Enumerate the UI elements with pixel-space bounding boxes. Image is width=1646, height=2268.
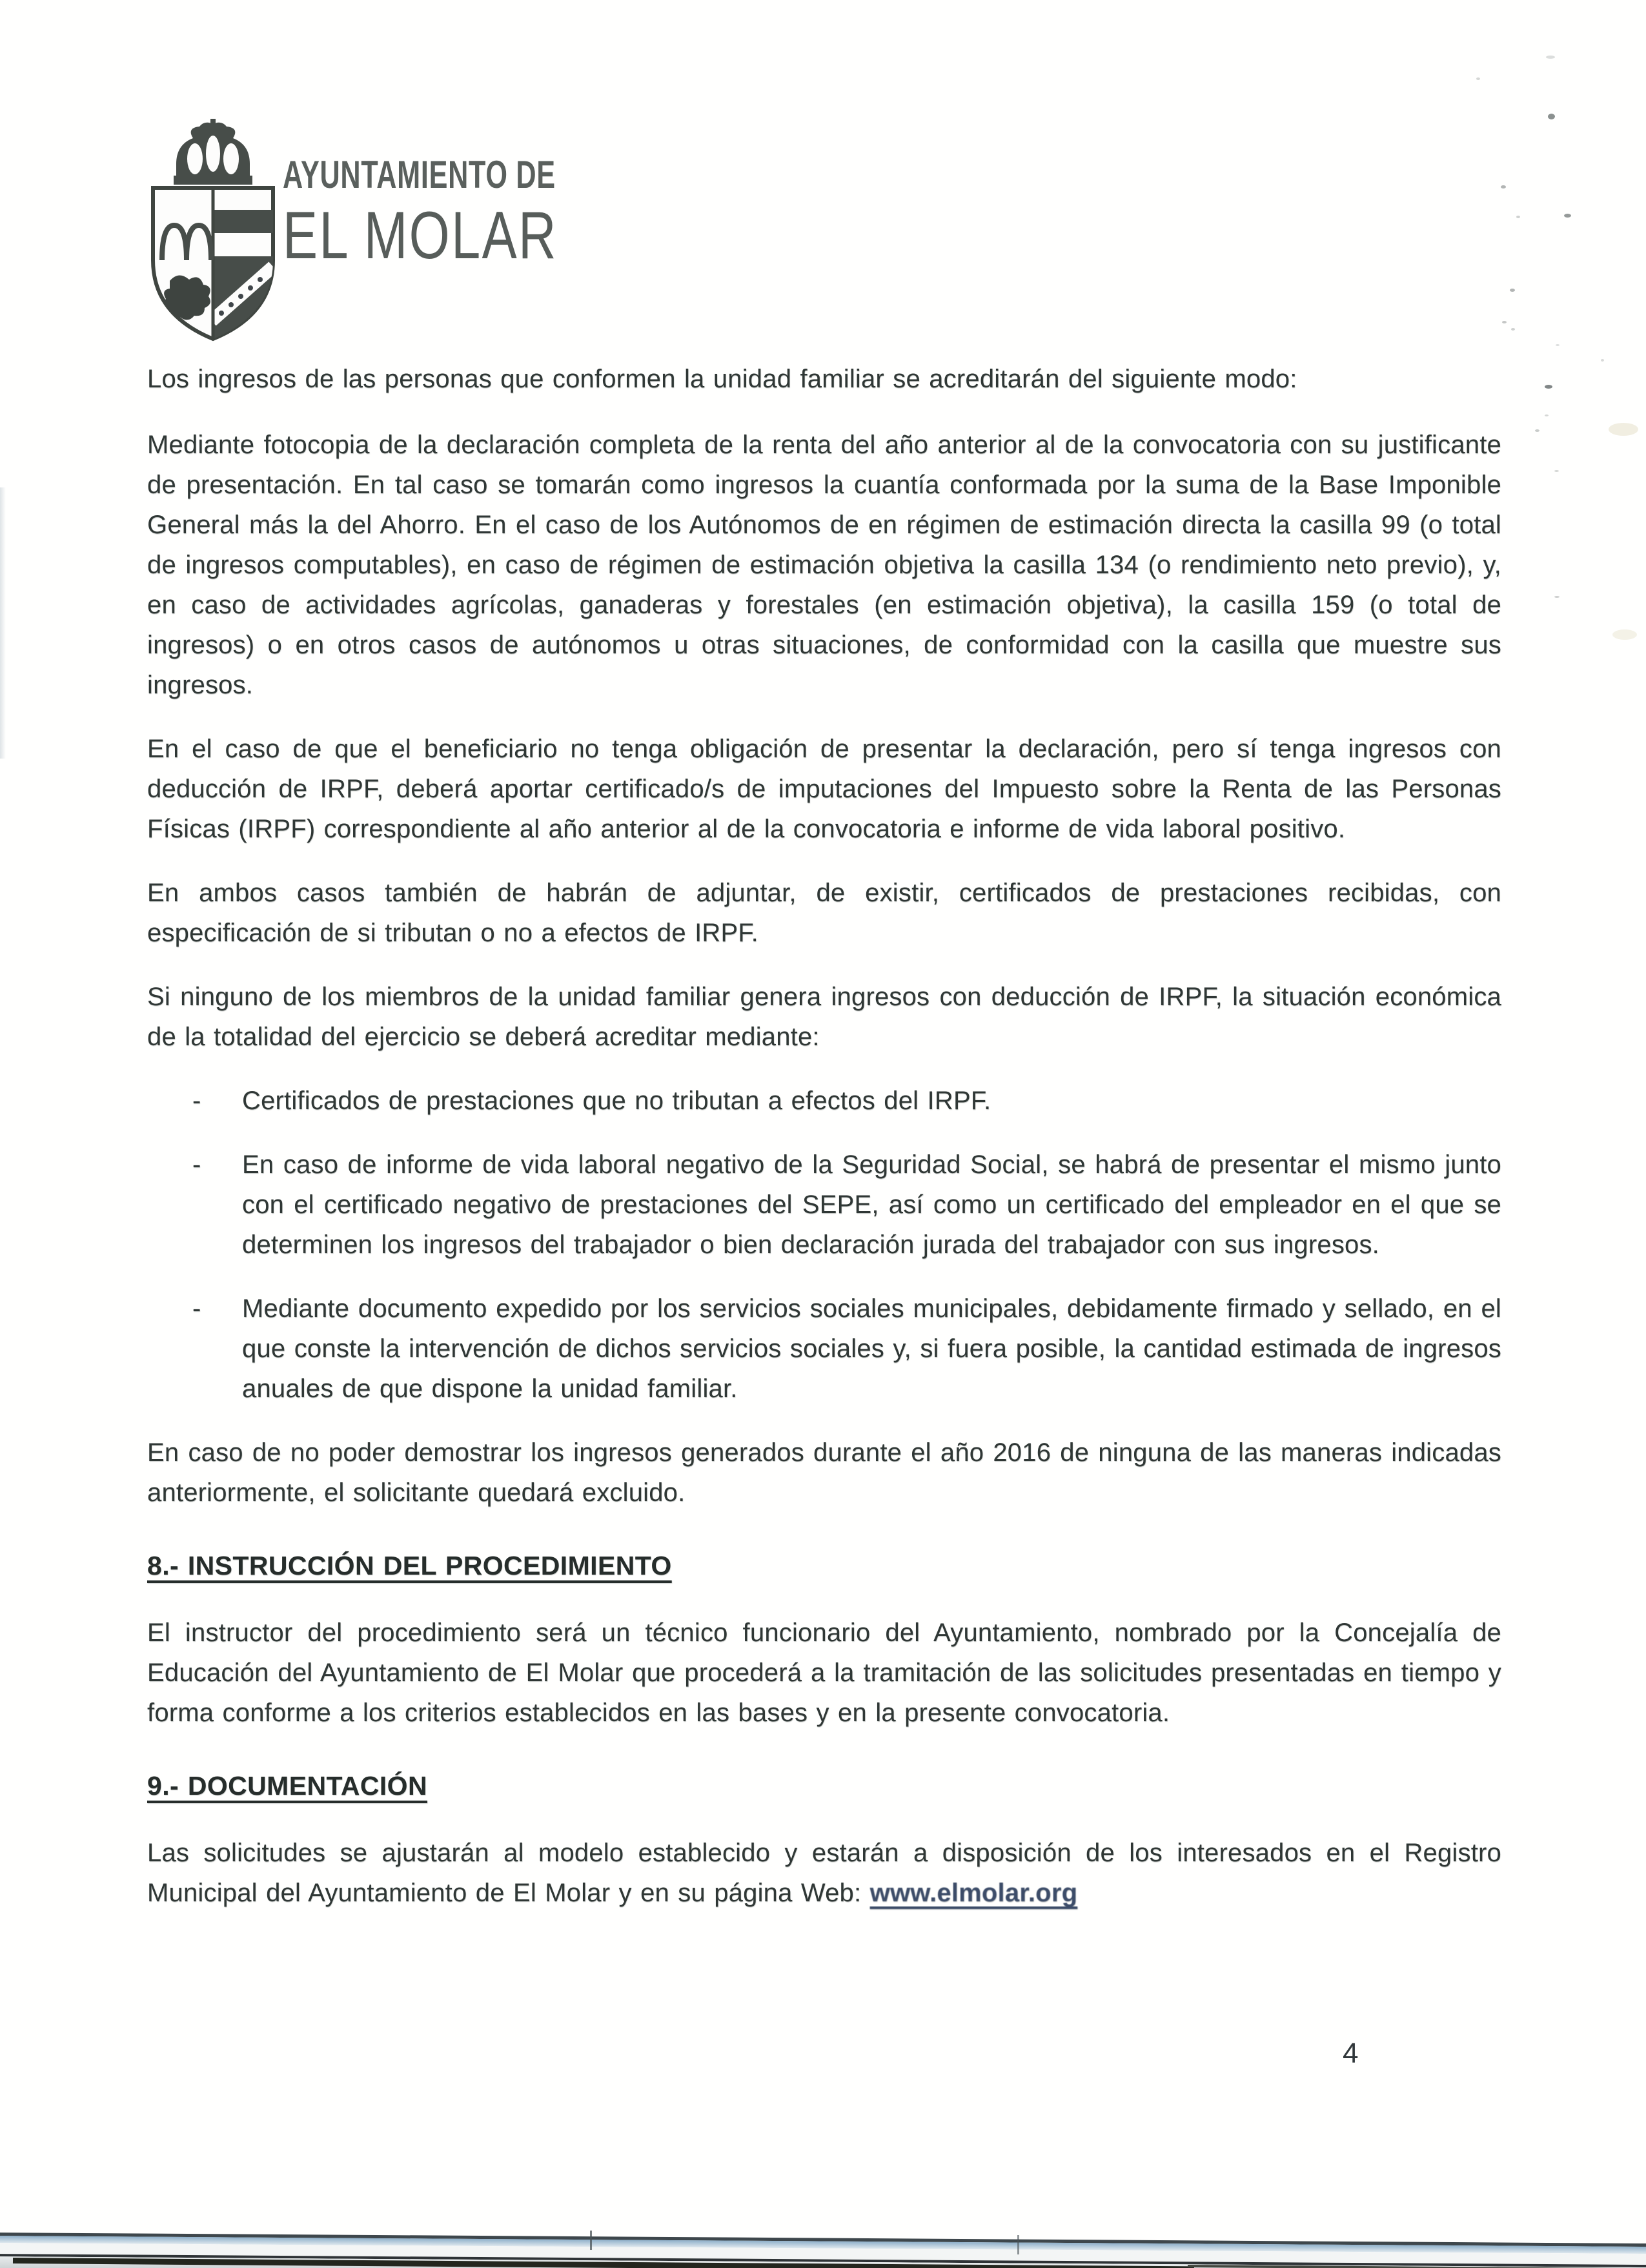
- el-molar-coat-of-arms-icon: [145, 116, 281, 342]
- shield-icon: [153, 188, 273, 340]
- paragraph-excluido: En caso de no poder demostrar los ingresos generados durante el año 2016 de ninguna de las maneras indicadas anteriormente, el solicitante quedará excluido.: [147, 1438, 1501, 1507]
- document-body: [147, 359, 1501, 1937]
- page-number: 4: [1343, 2038, 1359, 2069]
- section-8-heading: 8.- INSTRUCCIÓN DEL PROCEDIMIENTO: [147, 1551, 672, 1580]
- paragraph-solicitudes: [147, 1833, 1501, 1913]
- paragraph-beneficiario: En el caso de que el beneficiario no tenga obligación de presentar la declaración, pero sí tenga ingresos con deducción de IRPF, deberá aportar certificado/s de imputaciones del Impuesto sobre la Renta de las Personas Físicas (IRPF) correspondiente al año anterior al de la convocatoria e informe de vida laboral positivo.: [147, 735, 1501, 843]
- scan-speck: [1546, 56, 1555, 59]
- list-item: [147, 1289, 1501, 1409]
- scan-speck: [1564, 214, 1571, 218]
- scan-smudge: [1609, 423, 1638, 436]
- scan-speck: [1601, 359, 1604, 362]
- paragraph-instructor: El instructor del procedimiento será un técnico funcionario del Ayuntamiento, nombrado por la Concejalía de Educación del Ayuntamiento de El Molar que procederá a la tramitación de las solicitudes presentadas en tiempo y forma conforme a los criterios establecidos en las bases y en la presente convocatoria.: [147, 1619, 1501, 1727]
- scan-band-tick: [1017, 2235, 1019, 2254]
- intro-paragraph: Los ingresos de las personas que conformen la unidad familiar se acreditarán del siguiente modo:: [147, 365, 1297, 393]
- scan-speck: [1545, 385, 1552, 389]
- bullet-dash: -: [192, 1294, 201, 1323]
- scan-speck: [1554, 470, 1559, 472]
- scan-speck: [1535, 429, 1539, 432]
- scan-speck: [1554, 596, 1560, 598]
- bullet-list: [147, 1081, 1501, 1409]
- scan-band-tick: [590, 2231, 592, 2250]
- scan-left-edge-shadow: [0, 487, 6, 759]
- section-9-heading: 9.- DOCUMENTACIÓN: [147, 1771, 427, 1801]
- bullet-text: En caso de informe de vida laboral negativo de la Seguridad Social, se habrá de presentar el mismo junto con el certificado negativo de prestaciones del SEPE, así como un certificado del empleador en el que se determinen los ingresos del trabajador o bien declaración jurada del trabajador con sus ingresos.: [242, 1150, 1501, 1259]
- paragraph-ambos-casos: En ambos casos también de habrán de adjuntar, de existir, certificados de prestaciones recibidas, con especificación de si tributan o no a efectos de IRPF.: [147, 879, 1501, 947]
- scan-speck: [1556, 344, 1560, 346]
- paragraph-si-ninguno: Si ninguno de los miembros de la unidad familiar genera ingresos con deducción de IRPF, la situación económica de la totalidad del ejercicio se deberá acreditar mediante:: [147, 983, 1501, 1051]
- paragraph-solicitudes-text: Las solicitudes se ajustarán al modelo establecido y estarán a disposición de los interesados en el Registro Municipal del Ayuntamiento de El Molar y en su página Web:: [147, 1839, 1501, 1907]
- list-item: [147, 1145, 1501, 1265]
- website-link[interactable]: www.elmolar.org: [869, 1879, 1078, 1907]
- org-name-line2: EL MOLAR: [283, 198, 558, 273]
- scan-speck: [1516, 216, 1520, 218]
- bullet-dash: -: [192, 1087, 201, 1115]
- scan-speck: [1502, 321, 1507, 323]
- scan-speck: [1548, 114, 1555, 119]
- bullet-text: Certificados de prestaciones que no tributan a efectos del IRPF.: [242, 1087, 991, 1115]
- scan-speck: [1510, 289, 1515, 292]
- scan-speck: [1501, 185, 1506, 189]
- list-item: [147, 1081, 1501, 1121]
- bullet-text: Mediante documento expedido por los servicios sociales municipales, debidamente firmado y sellado, en el que conste la intervención de dichos servicios sociales y, si fuera posible, la cantidad estimada de ingresos anuales de que dispone la unidad familiar.: [242, 1294, 1501, 1403]
- crown-icon: [174, 119, 252, 185]
- scan-smudge: [1612, 629, 1637, 640]
- org-name-line1: AYUNTAMIENTO DE: [283, 153, 556, 196]
- scan-speck: [1476, 77, 1480, 80]
- paragraph-fotocopia: Mediante fotocopia de la declaración completa de la renta del año anterior al de la convocatoria con su justificante de presentación. En tal caso se tomarán como ingresos la cuantía conformada por la suma de la Base Imponible General más la del Ahorro. En el caso de los Autónomos de en régimen de estimación directa la casilla 99 (o total de ingresos computables), en caso de régimen de estimación objetiva la casilla 134 (o rendimiento neto previo), y, en caso de actividades agrícolas, ganaderas y forestales (en estimación objetiva), la casilla 159 (o total de ingresos) o en otros casos de autónomos u otras situaciones, de conformidad con la casilla que muestre sus ingresos.: [147, 431, 1501, 699]
- bullet-dash: -: [192, 1150, 201, 1179]
- scan-speck: [1545, 414, 1549, 416]
- scan-speck: [1511, 328, 1515, 331]
